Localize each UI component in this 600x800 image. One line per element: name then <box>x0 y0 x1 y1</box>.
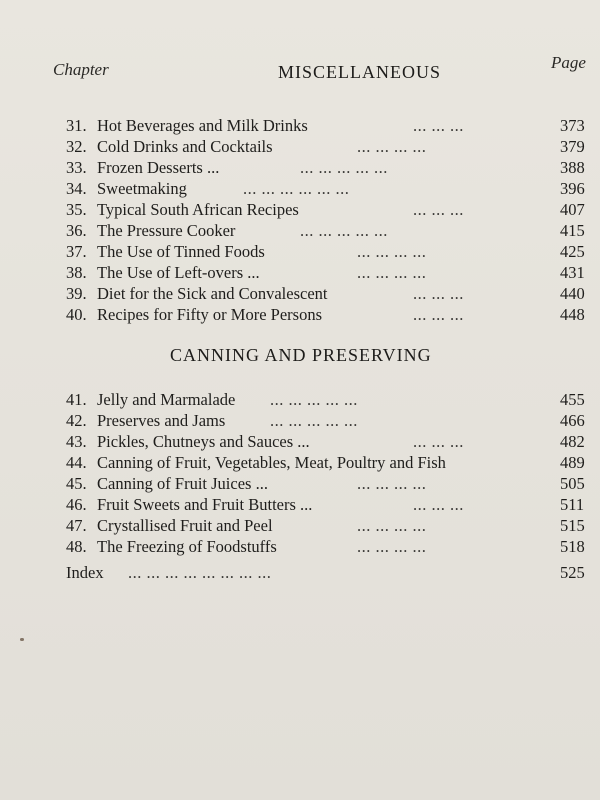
entry-title: Diet for the Sick and Convalescent <box>97 284 328 303</box>
entry-leader-dots: ... ... ... ... ... <box>300 221 388 240</box>
entry-title: Fruit Sweets and Fruit Butters ... <box>97 495 313 514</box>
entry-number: 33. <box>66 158 87 177</box>
entry-page: 440 <box>560 284 585 303</box>
section-title-canning: CANNING AND PRESERVING <box>170 345 432 365</box>
entry-leader-dots: ... ... ... ... ... <box>300 158 388 177</box>
entry-title: Canning of Fruit Juices ... <box>97 474 268 493</box>
entry-leader-dots: ... ... ... ... <box>357 263 427 282</box>
entry-title: Pickles, Chutneys and Sauces ... <box>97 432 310 451</box>
entry-title: The Use of Tinned Foods <box>97 242 265 261</box>
entry-page: 511 <box>560 495 585 514</box>
entry-leader-dots: ... ... ... ... ... ... <box>243 179 350 198</box>
entry-title: Frozen Desserts ... <box>97 158 220 177</box>
entry-leader-dots: ... ... ... <box>413 495 464 514</box>
entry-number: 45. <box>66 474 87 493</box>
entry-title: Sweetmaking <box>97 179 187 198</box>
entry-number: 44. <box>66 453 87 472</box>
entry-title: The Use of Left-overs ... <box>97 263 260 282</box>
entry-number: 40. <box>66 305 87 324</box>
entry-page: 455 <box>560 390 585 409</box>
entry-leader-dots: ... ... ... <box>413 305 464 324</box>
entry-title: Cold Drinks and Cocktails <box>97 137 273 156</box>
index-leader-dots: ... ... ... ... ... ... ... ... <box>128 563 272 582</box>
entry-page: 396 <box>560 179 585 198</box>
entry-page: 448 <box>560 305 585 324</box>
entry-title: Recipes for Fifty or More Persons <box>97 305 323 324</box>
entry-page: 515 <box>560 516 585 535</box>
entry-leader-dots: ... ... ... ... <box>357 516 427 535</box>
entry-leader-dots: ... ... ... <box>413 432 464 451</box>
entry-number: 46. <box>66 495 87 514</box>
entry-page: 518 <box>560 537 585 556</box>
entry-number: 47. <box>66 516 87 535</box>
index-page: 525 <box>560 563 585 582</box>
entry-number: 32. <box>66 137 87 156</box>
chapter-column-label: Chapter <box>53 60 109 79</box>
entry-leader-dots: ... ... ... ... <box>357 537 427 556</box>
entry-leader-dots: ... ... ... ... <box>357 137 427 156</box>
entry-title: Canning of Fruit, Vegetables, Meat, Poultry and Fish <box>97 453 446 472</box>
entry-page: 388 <box>560 158 585 177</box>
section-title-miscellaneous: MISCELLANEOUS <box>278 62 442 82</box>
entry-leader-dots: ... ... ... ... ... <box>270 411 358 430</box>
entry-number: 31. <box>66 116 87 135</box>
entry-number: 34. <box>66 179 87 198</box>
entry-title: Hot Beverages and Milk Drinks <box>97 116 308 135</box>
entry-page: 431 <box>560 263 585 282</box>
entry-page: 407 <box>560 200 585 219</box>
entry-title: Typical South African Recipes <box>97 200 299 219</box>
entry-number: 37. <box>66 242 87 261</box>
entry-page: 505 <box>560 474 585 493</box>
entry-title: The Freezing of Foodstuffs <box>97 537 277 556</box>
page-column-label: Page <box>551 53 586 72</box>
index-title: Index <box>66 563 104 582</box>
entry-number: 38. <box>66 263 87 282</box>
entry-page: 425 <box>560 242 585 261</box>
entry-leader-dots: ... ... ... <box>413 200 464 219</box>
entry-number: 41. <box>66 390 87 409</box>
entry-page: 466 <box>560 411 585 430</box>
entry-title: Jelly and Marmalade <box>97 390 236 409</box>
entry-number: 36. <box>66 221 87 240</box>
entry-page: 379 <box>560 137 585 156</box>
entry-number: 42. <box>66 411 87 430</box>
entry-title: Preserves and Jams <box>97 411 226 430</box>
entry-leader-dots: ... ... ... ... <box>357 242 427 261</box>
entry-leader-dots: ... ... ... ... ... <box>270 390 358 409</box>
entry-page: 482 <box>560 432 585 451</box>
entry-page: 489 <box>560 453 585 472</box>
entry-leader-dots: ... ... ... <box>413 284 464 303</box>
entry-title: The Pressure Cooker <box>97 221 236 240</box>
entry-number: 39. <box>66 284 87 303</box>
entry-title: Crystallised Fruit and Peel <box>97 516 273 535</box>
entry-number: 48. <box>66 537 87 556</box>
entry-number: 43. <box>66 432 87 451</box>
entry-number: 35. <box>66 200 87 219</box>
entry-leader-dots: ... ... ... ... <box>357 474 427 493</box>
entry-page: 373 <box>560 116 585 135</box>
paper-speck <box>20 638 24 641</box>
entry-leader-dots: ... ... ... <box>413 116 464 135</box>
entry-page: 415 <box>560 221 585 240</box>
